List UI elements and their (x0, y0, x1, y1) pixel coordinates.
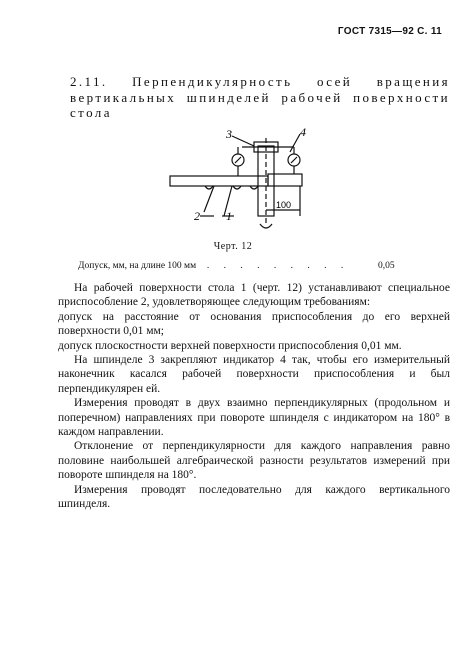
rotation-arrow (260, 224, 272, 228)
label-1: 1 (226, 209, 232, 223)
figure-caption: Черт. 12 (213, 241, 253, 252)
leader-dots: . . . . . . . . . (198, 261, 350, 271)
tolerance-value: 0,05 (378, 261, 395, 271)
paragraph: На шпинделе 3 закрепляют индикатор 4 так, чтобы его измерительный наконечник касался рабочей поверхности приспособления и был перпендикулярен ей. (58, 354, 450, 395)
paragraph: допуск на расстояние от основания приспособления до его верхней поверхности 0,01 мм; (58, 310, 450, 338)
section-title: 2.11. Перпендикулярность осей вращения вертикальных шпинделей рабочей поверхности стола (70, 74, 450, 120)
label-4: 4 (300, 125, 306, 139)
label-3: 3 (226, 127, 232, 141)
figure-12 (150, 124, 320, 239)
paragraph: На рабочей поверхности стола 1 (черт. 12) устанавливают специальное приспособление 2, удовлетворяющее следующим требованиям: (58, 282, 450, 309)
fixture-plate (268, 174, 302, 186)
label-2: 2 (194, 209, 200, 223)
tolerance-line (78, 261, 388, 271)
figure-drawing (150, 124, 320, 234)
page-header: ГОСТ 7315—92 С. 11 (337, 26, 442, 37)
paragraph: Измерения проводят последовательно для каждого вертикального шпинделя. (58, 483, 450, 511)
leader-4 (290, 134, 300, 152)
paragraph: допуск плоскостности верхней поверхности приспособления 0,01 мм. (58, 339, 402, 352)
leader-2 (204, 186, 214, 212)
dimension-100: 100 (276, 200, 292, 210)
tolerance-label: Допуск, мм, на длине 100 мм (78, 261, 197, 271)
paragraph: Измерения проводят в двух взаимно перпендикулярных (продольном и поперечном) направлениях при повороте шпинделя с индикатором на 180° в каждом направлении. (58, 397, 450, 439)
leader-3 (232, 136, 254, 146)
table-rect (170, 176, 268, 186)
paragraph: Отклонение от перпендикулярности для каждого направления равно половине наибольшей алгебраической разности результатов измерений при повороте шпинделя на 180°. (58, 440, 450, 482)
body-text (58, 281, 450, 512)
